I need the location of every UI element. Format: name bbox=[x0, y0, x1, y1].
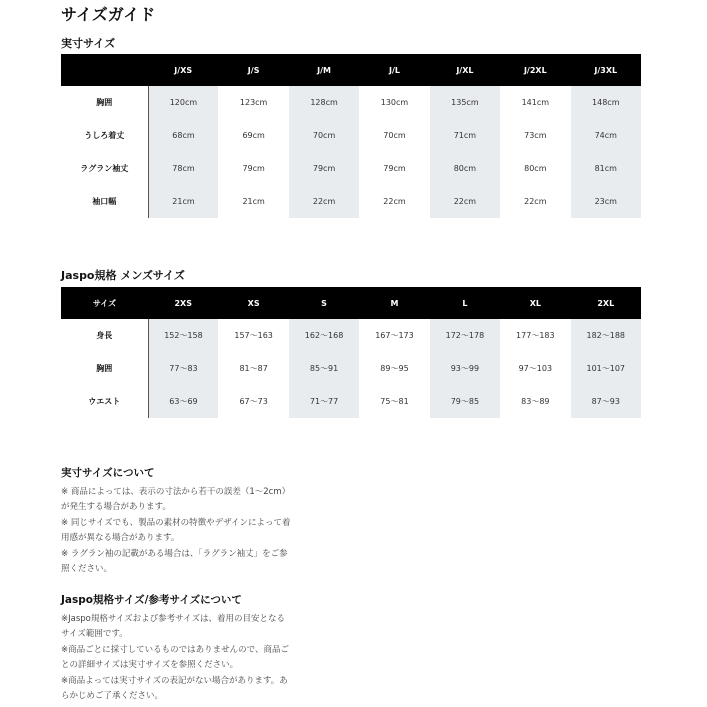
table-cell: 141cm bbox=[521, 98, 550, 107]
table-cell: 78cm bbox=[148, 152, 218, 185]
column-header: XL bbox=[500, 287, 570, 319]
column-header: サイズ bbox=[61, 287, 148, 319]
table-row bbox=[61, 385, 641, 418]
table-cell: 73cm bbox=[524, 131, 547, 140]
actual-size-notes bbox=[61, 466, 291, 578]
note-line: 用感が異なる場合があります。 bbox=[61, 533, 180, 543]
note-line: サイズ範囲です。 bbox=[61, 629, 128, 639]
row-label: ウエスト bbox=[61, 385, 148, 418]
table-cell: 23cm bbox=[571, 185, 641, 218]
note-line: ※ 同じサイズでも、製品の素材の特徴やデザインによって着 bbox=[61, 517, 291, 528]
table-cell: 67〜73 bbox=[239, 397, 268, 406]
table-cell: 75〜81 bbox=[380, 397, 409, 406]
note-line: らかじめご了承ください。 bbox=[61, 691, 164, 701]
table-cell: 77〜83 bbox=[148, 352, 218, 385]
row-label: 胸囲 bbox=[61, 352, 148, 385]
note-line: ※商品ごとに採寸しているものではありませんので、商品ご bbox=[61, 644, 289, 655]
column-header: J/M bbox=[289, 54, 359, 86]
table-cell: 69cm bbox=[242, 131, 265, 140]
table-cell: 22cm bbox=[383, 197, 406, 206]
table-cell: 70cm bbox=[289, 119, 359, 152]
table-row bbox=[61, 152, 641, 185]
note-line: ※ ラグラン袖の記載がある場合は、「ラグラン袖丈」をご参 bbox=[61, 548, 288, 559]
jaspo-size-heading: Jaspo規格 メンズサイズ bbox=[61, 269, 185, 282]
table-row bbox=[61, 119, 641, 152]
table-cell: 81〜87 bbox=[239, 364, 268, 373]
table-cell: 71〜77 bbox=[289, 385, 359, 418]
table-row bbox=[61, 185, 641, 218]
table-cell: 85〜91 bbox=[289, 352, 359, 385]
note-line: ※Jaspo規格サイズおよび参考サイズは、着用の目安となる bbox=[61, 613, 286, 624]
row-label: 胸囲 bbox=[61, 86, 148, 119]
table-cell: 79〜85 bbox=[430, 385, 500, 418]
table-cell: 83〜89 bbox=[521, 397, 550, 406]
table-cell: 74cm bbox=[571, 119, 641, 152]
table-cell: 157〜163 bbox=[234, 331, 273, 340]
table-cell: 182〜188 bbox=[571, 319, 641, 352]
table-cell: 79cm bbox=[383, 164, 406, 173]
table-cell: 152〜158 bbox=[148, 319, 218, 352]
column-header: 2XL bbox=[571, 287, 641, 319]
table-cell: 101〜107 bbox=[571, 352, 641, 385]
column-header bbox=[61, 54, 148, 86]
table-cell: 70cm bbox=[383, 131, 406, 140]
table-cell: 22cm bbox=[524, 197, 547, 206]
table-cell: 68cm bbox=[148, 119, 218, 152]
column-header: J/3XL bbox=[571, 54, 641, 86]
table-cell: 63〜69 bbox=[148, 385, 218, 418]
actual-size-heading: 実寸サイズ bbox=[61, 37, 116, 50]
table-cell: 123cm bbox=[239, 98, 268, 107]
column-header: J/L bbox=[359, 54, 429, 86]
table-cell: 130cm bbox=[380, 98, 409, 107]
table-cell: 87〜93 bbox=[571, 385, 641, 418]
table-cell: 148cm bbox=[571, 86, 641, 119]
note-line: との詳細サイズは実寸サイズを参照ください。 bbox=[61, 660, 239, 670]
table-cell: 81cm bbox=[571, 152, 641, 185]
table-row bbox=[61, 352, 641, 385]
table-row bbox=[61, 319, 641, 352]
table-cell: 93〜99 bbox=[430, 352, 500, 385]
row-label: 身長 bbox=[61, 319, 148, 352]
row-label: 袖口幅 bbox=[61, 185, 148, 218]
note-line: ※商品よっては実寸サイズの表記がない場合があります。あ bbox=[61, 675, 288, 686]
row-label: ラグラン袖丈 bbox=[61, 152, 148, 185]
table-cell: 120cm bbox=[148, 86, 218, 119]
jaspo-size-notes bbox=[61, 593, 289, 705]
table-cell: 79cm bbox=[242, 164, 265, 173]
table-cell: 172〜178 bbox=[430, 319, 500, 352]
table-cell: 80cm bbox=[430, 152, 500, 185]
column-header: M bbox=[359, 287, 429, 319]
table-cell: 21cm bbox=[148, 185, 218, 218]
notes-heading: 実寸サイズについて bbox=[61, 467, 155, 479]
table-cell: 21cm bbox=[242, 197, 265, 206]
notes-heading: Jaspo規格サイズ/参考サイズについて bbox=[61, 594, 242, 606]
table-cell: 135cm bbox=[430, 86, 500, 119]
column-header: J/2XL bbox=[500, 54, 570, 86]
actual-size-table bbox=[61, 54, 641, 218]
jaspo-size-table bbox=[61, 287, 641, 418]
table-cell: 22cm bbox=[289, 185, 359, 218]
note-line: 照ください。 bbox=[61, 564, 113, 574]
table-cell: 128cm bbox=[289, 86, 359, 119]
page-title: サイズガイド bbox=[61, 5, 156, 24]
table-cell: 22cm bbox=[430, 185, 500, 218]
column-header: S bbox=[289, 287, 359, 319]
column-header: J/XL bbox=[430, 54, 500, 86]
row-label: うしろ着丈 bbox=[61, 119, 148, 152]
table-cell: 177〜183 bbox=[516, 331, 555, 340]
table-cell: 167〜173 bbox=[375, 331, 414, 340]
note-line: が発生する場合があります。 bbox=[61, 502, 171, 512]
table-cell: 79cm bbox=[289, 152, 359, 185]
table-cell: 162〜168 bbox=[289, 319, 359, 352]
note-line: ※ 商品によっては、表示の寸法から若干の誤差（1〜2cm） bbox=[61, 486, 291, 497]
column-header: XS bbox=[218, 287, 288, 319]
table-cell: 97〜103 bbox=[518, 364, 553, 373]
column-header: L bbox=[430, 287, 500, 319]
table-cell: 71cm bbox=[430, 119, 500, 152]
table-cell: 80cm bbox=[524, 164, 547, 173]
column-header: J/S bbox=[218, 54, 288, 86]
column-header: J/XS bbox=[148, 54, 218, 86]
table-cell: 89〜95 bbox=[380, 364, 409, 373]
column-header: 2XS bbox=[148, 287, 218, 319]
table-row bbox=[61, 86, 641, 119]
